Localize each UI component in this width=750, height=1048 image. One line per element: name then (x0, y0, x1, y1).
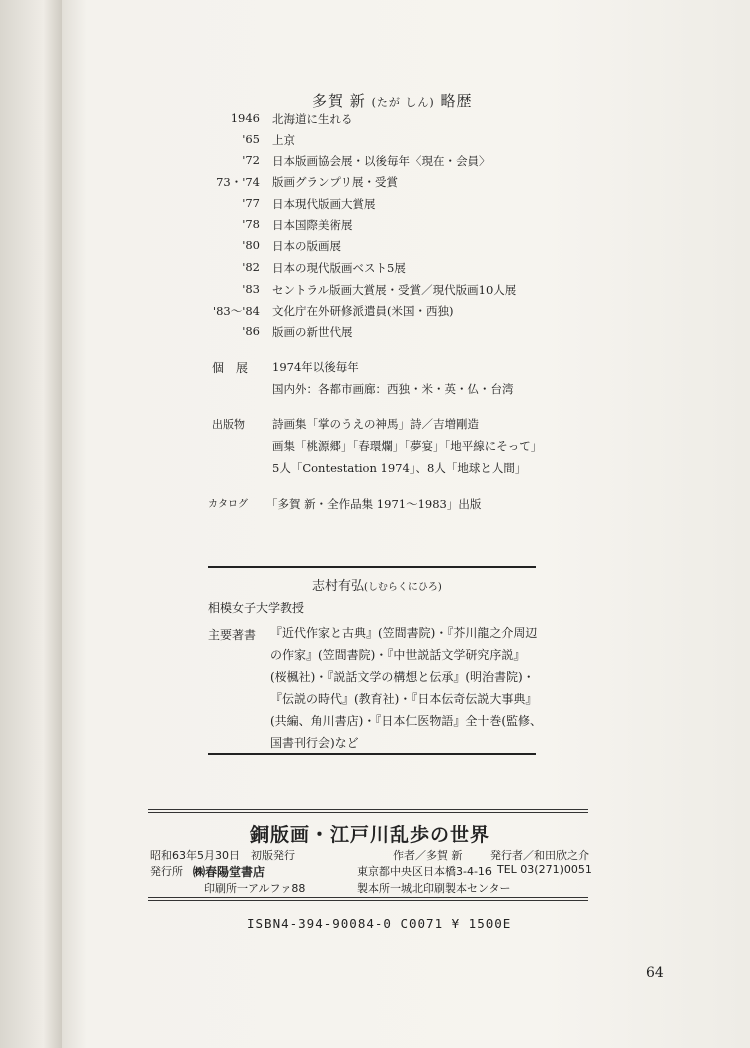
colophon-top-rule (148, 809, 588, 810)
timeline-year: '72 (242, 153, 260, 167)
timeline-event: 日本の版画展 (272, 239, 341, 253)
timeline-year: '80 (242, 238, 260, 252)
works-line: (共編、角川書店)・『日本仁医物語』全十巻(監修、 (270, 714, 543, 728)
author-top-rule (208, 566, 536, 568)
catalog-text: 「多賀 新・全作品集 1971～1983」出版 (266, 497, 482, 511)
solo-line: 1974年以後毎年 (272, 360, 359, 374)
author-name-line (312, 575, 442, 594)
author-name: 志村有弘 (312, 579, 365, 594)
timeline-year: '86 (242, 324, 260, 338)
timeline-event: 日本国際美術展 (272, 218, 353, 232)
timeline-year: 73・'74 (216, 175, 260, 189)
colophon-issuer: 発行者／和田欣之介 (490, 849, 589, 862)
timeline-year: '82 (242, 260, 260, 274)
isbn-code: ISBN4-394-90084-0 C0071 ¥ 1500E (247, 916, 512, 931)
timeline-year: '83 (242, 282, 260, 296)
artist-reading: (たが しん) (371, 96, 435, 109)
works-line: の作家』(笠間書院)・『中世説話文学研究序説』 (270, 648, 526, 662)
colophon-publisher-label: 発行所 (150, 865, 183, 878)
author-affiliation: 相模女子大学教授 (208, 601, 305, 615)
works-line: 『近代作家と古典』(笠間書院)・『芥川龍之介周辺 (270, 626, 538, 640)
timeline-year: '78 (242, 217, 260, 231)
author-reading: (しむらくにひろ) (364, 582, 442, 593)
solo-line: 国内外：各都市画廊：西独・米・英・仏・台湾 (272, 382, 514, 396)
publications-label: 出版物 (212, 418, 245, 431)
previous-page-edge (0, 0, 62, 1048)
colophon-date: 昭和63年5月30日 初版発行 (150, 849, 295, 862)
publication-line: 画集「桃源郷」「春環爛」「夢宴」「地平線にそって」 (272, 439, 543, 453)
colophon-tel: TEL 03(271)0051 (497, 863, 592, 876)
timeline-year: '65 (242, 132, 260, 146)
colophon-address: 東京都中央区日本橋3-4-16 (357, 865, 492, 878)
author-bottom-rule (208, 753, 536, 755)
publication-line: 詩画集「掌のうえの神馬」詩／吉増剛造 (272, 417, 479, 431)
timeline-event: 北海道に生れる (272, 112, 353, 126)
timeline-event: 版画グランプリ展・受賞 (272, 175, 399, 189)
works-label: 主要著書 (208, 628, 257, 642)
timeline-event: 文化庁在外研修派遣員(米国・西独) (272, 304, 454, 318)
timeline-year: '77 (242, 196, 260, 210)
colophon-publisher: ㈱春陽堂書店 (193, 865, 266, 879)
page-number: 64 (646, 965, 664, 981)
solo-label: 個 展 (212, 361, 249, 375)
bio-heading: 略歴 (440, 92, 473, 110)
catalog-label: カタログ (208, 499, 248, 510)
timeline-event: 日本現代版画大賞展 (272, 197, 376, 211)
timeline-event: 日本版画協会展・以後毎年〈現在・会員〉 (272, 154, 491, 168)
artist-name: 多賀 新 (312, 92, 366, 110)
colophon-top-rule-inner (148, 812, 588, 813)
publication-line: 5人「Contestation 1974」、8人「地球と人間」 (272, 461, 527, 475)
works-line: 『伝説の時代』(教育社)・『日本伝奇伝説大事典』 (270, 692, 538, 706)
timeline-event: セントラル版画大賞展・受賞／現代版画10人展 (272, 283, 517, 297)
bio-title (312, 90, 472, 111)
colophon-bottom-rule-inner (148, 900, 588, 901)
timeline-event: 上京 (272, 133, 295, 147)
colophon-binder: 製本所一城北印刷製本センター (357, 882, 511, 895)
timeline-event: 日本の現代版画ベスト5展 (272, 261, 406, 275)
colophon-printer: 印刷所一アルファ88 (204, 882, 306, 895)
colophon-book-title: 銅版画・江戸川乱歩の世界 (250, 824, 491, 846)
colophon-author: 作者／多賀 新 (393, 849, 463, 862)
works-line: 国書刊行会)など (270, 736, 359, 750)
timeline-year: '83～'84 (212, 304, 260, 318)
works-line: (桜楓社)・『説話文学の構想と伝承』(明治書院)・ (270, 670, 535, 684)
colophon-bottom-rule (148, 897, 588, 898)
timeline-event: 版画の新世代展 (272, 325, 353, 339)
timeline-year: 1946 (230, 111, 260, 125)
